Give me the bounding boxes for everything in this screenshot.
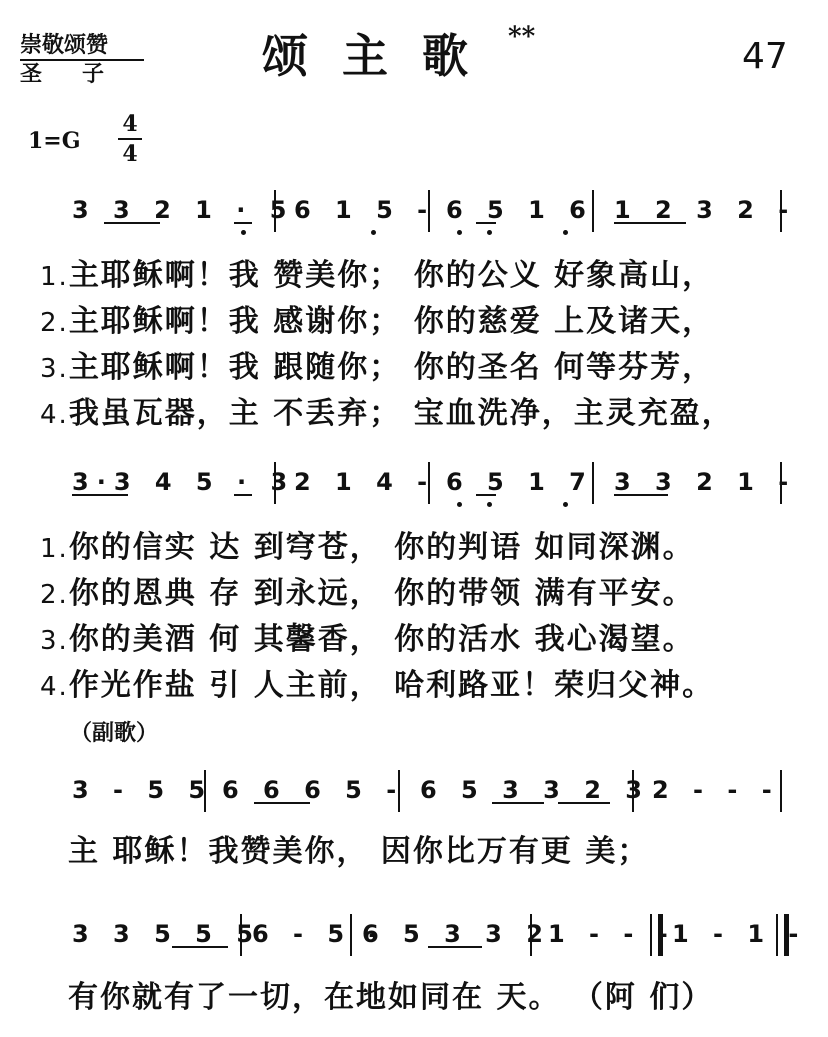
beam-underline [476,494,496,496]
measure-11: 6 5 3 3 2 3 [420,776,650,804]
notation-line-4 [0,912,828,972]
measure-12: 2 - - - [652,776,780,804]
low-octave-dot [371,230,376,235]
verse-3-line-2: 3.你的美酒 何 其馨香， 你的活水 我心渴望。 [40,622,695,657]
title-marks: ** [508,22,536,52]
measure-1: 3 3 2 1 · 5 [72,196,295,224]
double-barline [650,914,663,956]
barline [350,914,352,956]
measure-3: 6 5 1 6 [446,196,594,224]
measure-2: 6 1 5 - [294,196,436,224]
barline [592,462,594,504]
low-octave-dot [241,230,246,235]
measure-7: 6 5 1 7 [446,468,594,496]
verse-3-line-1: 3.主耶稣啊！我 跟随你； 你的圣名 何等芬芳， [40,350,715,385]
measure-14: 6 - 5 - [252,920,387,948]
time-signature [118,110,142,168]
low-octave-dot [487,230,492,235]
verse-2-line-1: 2.主耶稣啊！我 感谢你； 你的慈爱 上及诸天， [40,304,715,339]
beam-underline [476,222,496,224]
notation-line-3 [0,768,828,828]
measure-9: 3 - 5 5 [72,776,214,804]
barline [780,770,782,812]
beam-underline [234,494,252,496]
beam-underline [72,494,128,496]
chorus-label: （副歌） [70,720,159,746]
barline [632,770,634,812]
measure-5: 3·3 4 5 · 3 [72,468,296,496]
notation-line-2 [0,460,828,520]
verse-4-line-2: 4.作光作盐 引 人主前， 哈利路亚！荣归父神。 [40,668,715,703]
verse-1-line-2: 1.你的信实 达 到穹苍， 你的判语 如同深渊。 [40,530,695,565]
beam-underline [172,946,228,948]
barline [204,770,206,812]
low-octave-dot [563,502,568,507]
low-octave-dot [487,502,492,507]
final-double-barline [776,914,789,956]
category-label: 崇敬颂赞 [20,32,144,61]
low-octave-dot [457,502,462,507]
beam-underline [614,494,668,496]
hymn-category [20,32,144,87]
low-octave-dot [563,230,568,235]
beam-underline [492,802,544,804]
measure-15: 6 5 3 3 2 [362,920,551,948]
measure-10: 6 6 6 5 - [222,776,405,804]
key-signature: 1=G [28,128,81,154]
measure-4: 1 2 3 2 - [614,196,797,224]
measure-6: 2 1 4 - [294,468,436,496]
page-number: 47 [742,36,788,77]
barline [274,462,276,504]
time-signature-bottom: 4 [118,138,142,168]
verse-2-line-2: 2.你的恩典 存 到永远， 你的带领 满有平安。 [40,576,695,611]
barline [398,770,400,812]
notation-line-1 [0,188,828,248]
low-octave-dot [457,230,462,235]
barline [780,190,782,232]
verse-4-line-1: 4.我虽瓦器，主 不丢弃； 宝血洗净，主灵充盈， [40,396,734,431]
beam-underline [254,802,310,804]
chorus-lyric-line-1: 主 耶稣！我赞美你， 因你比万有更 美； [68,834,650,869]
measure-17: 1 - 1 - [672,920,807,948]
hymn-title: 颂主歌 [262,29,502,83]
beam-underline [234,222,252,224]
barline [428,190,430,232]
measure-13: 3 3 5 5 5 [72,920,261,948]
barline [240,914,242,956]
verse-1-line-1: 1.主耶稣啊！我 赞美你； 你的公义 好象高山， [40,258,715,293]
barline [780,462,782,504]
beam-underline [104,222,160,224]
measure-16: 1 - - - [548,920,676,948]
barline [530,914,532,956]
beam-underline [614,222,686,224]
measure-8: 3 3 2 1 - [614,468,797,496]
category-sub-label: 圣子 [20,61,145,87]
barline [592,190,594,232]
barline [428,462,430,504]
barline [274,190,276,232]
beam-underline [558,802,610,804]
time-signature-top: 4 [122,111,138,137]
chorus-lyric-line-2: 有你就有了一切，在地如同在 天。 （阿 们） [68,980,714,1015]
beam-underline [428,946,482,948]
